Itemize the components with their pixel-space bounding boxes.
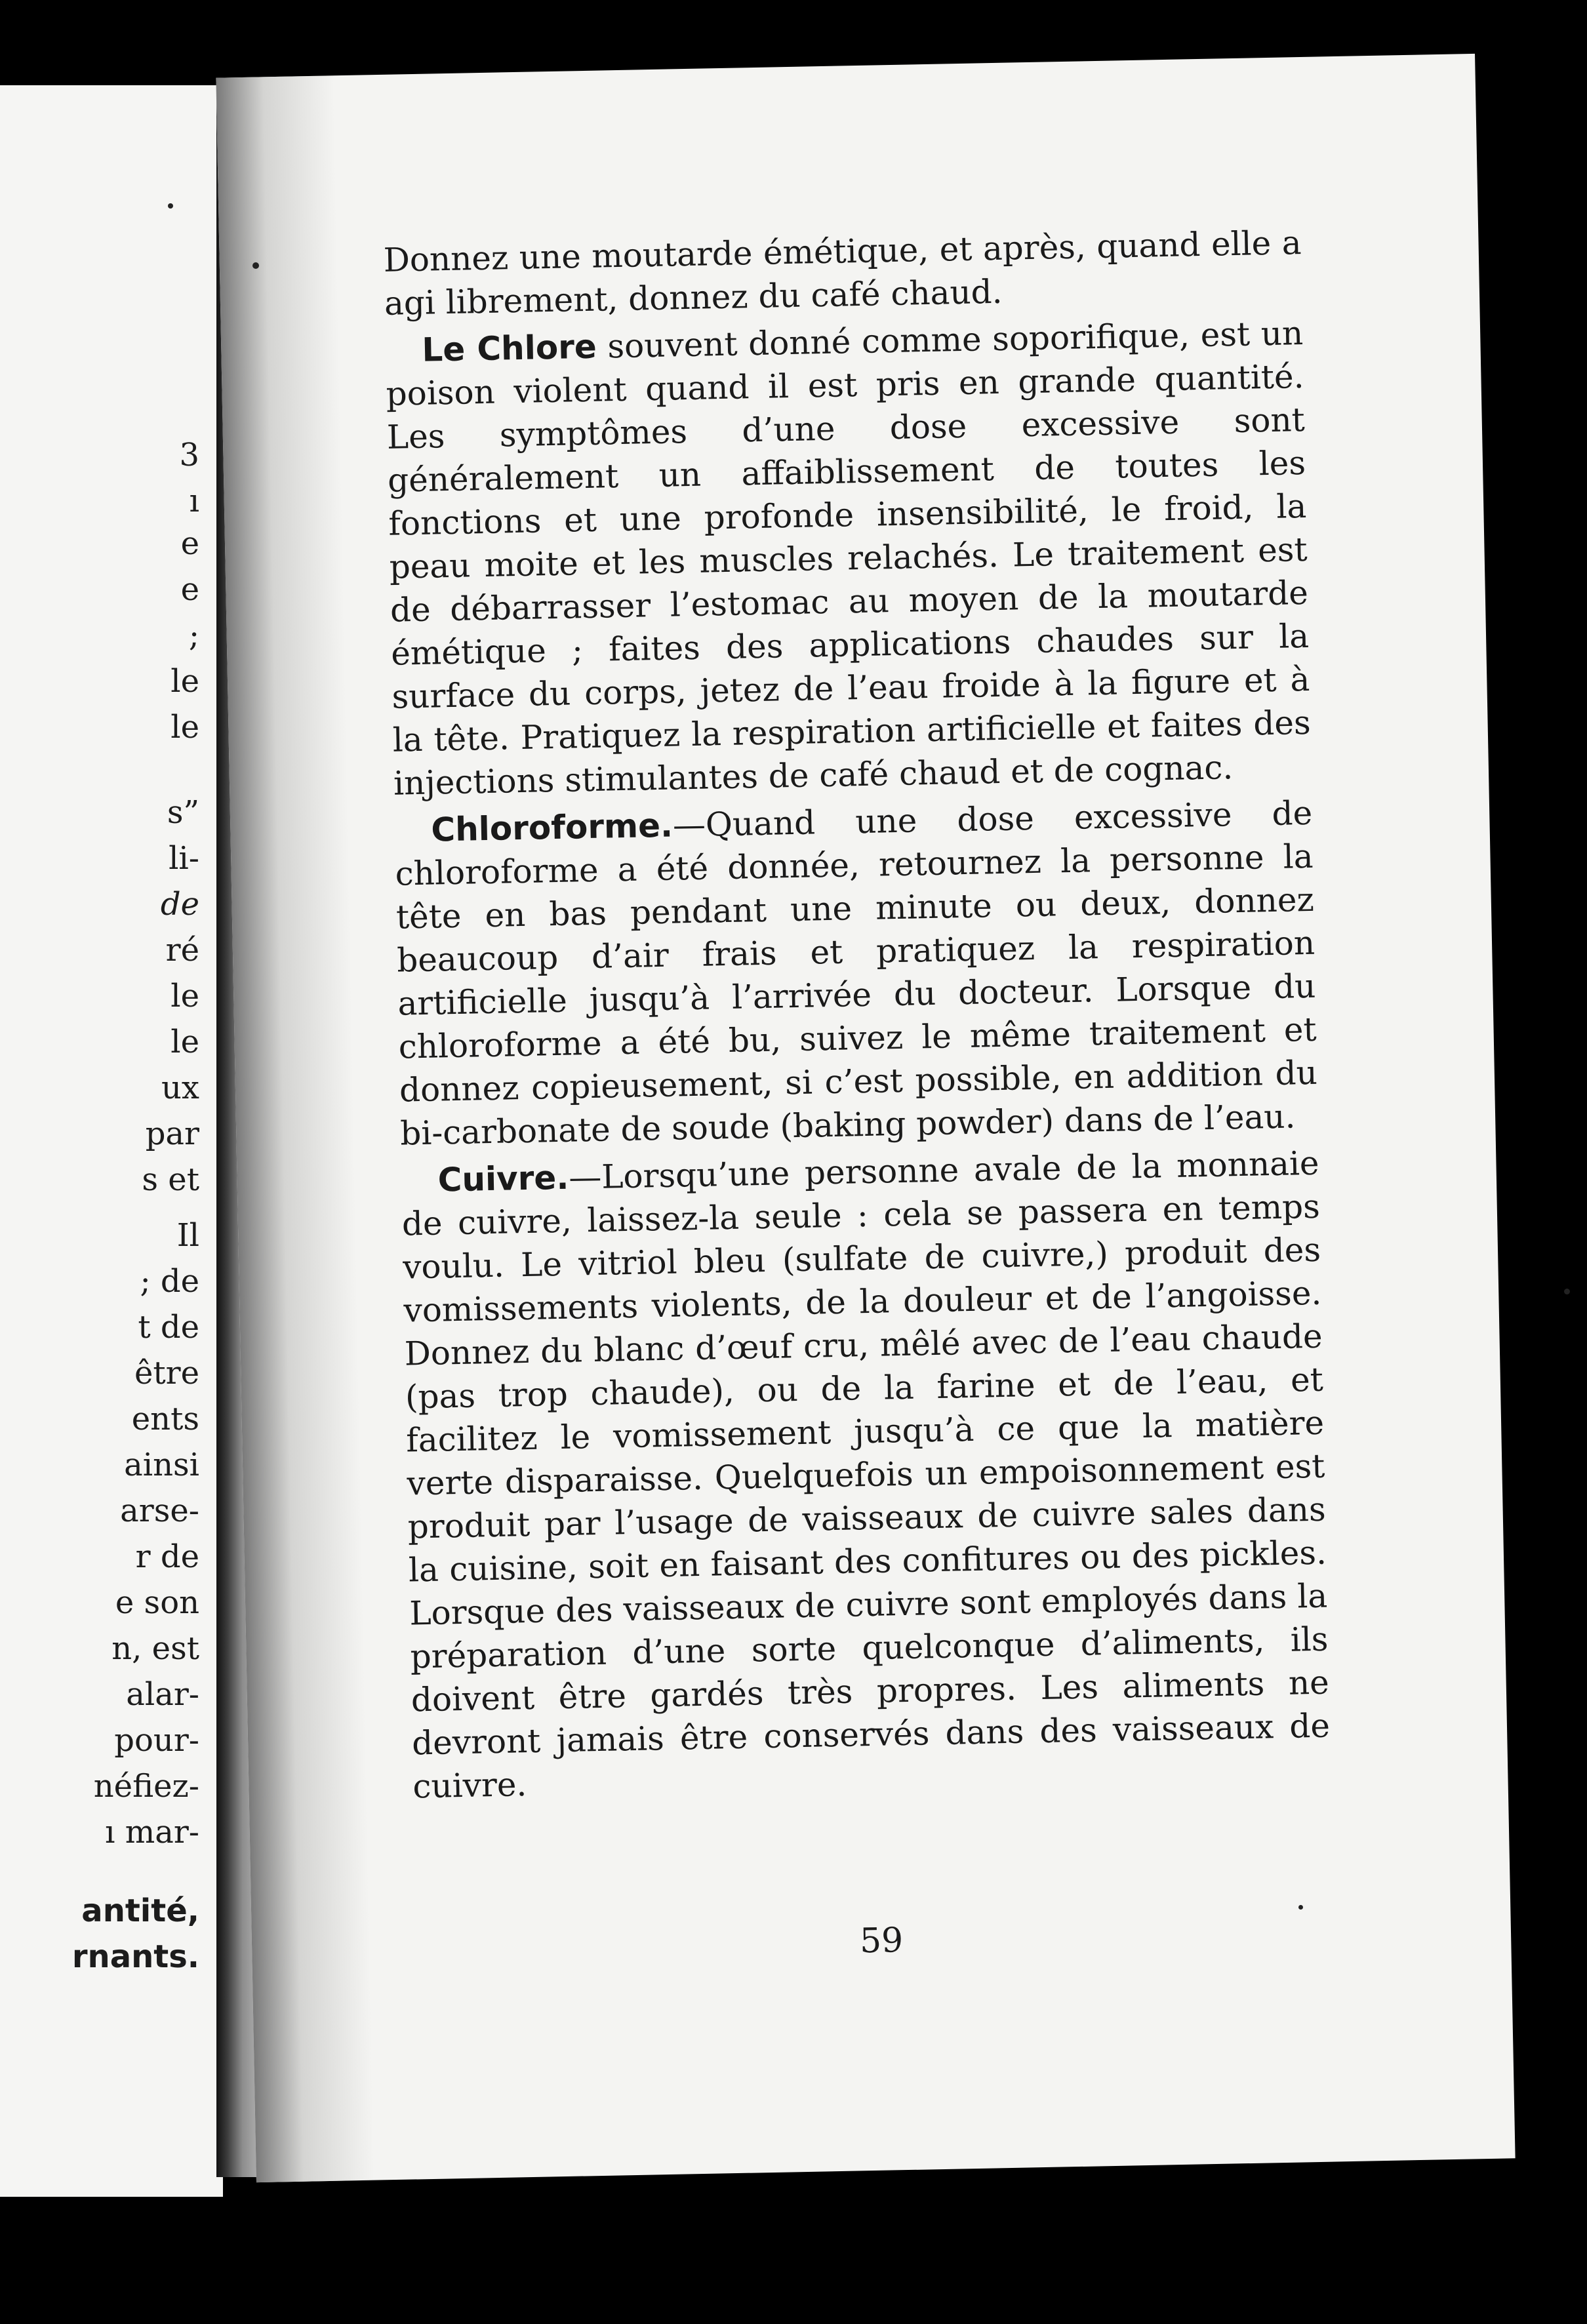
left-page-line-fragment: e son xyxy=(115,1584,199,1621)
left-page-line-fragment: e xyxy=(180,571,199,608)
scan-speck xyxy=(252,262,259,269)
left-page-line-fragment: t de xyxy=(138,1309,199,1346)
left-page-line-fragment: ents xyxy=(131,1401,199,1437)
left-page-line-fragment: ı xyxy=(189,483,199,519)
left-page-line-fragment: arse- xyxy=(120,1493,199,1529)
left-page-line-fragment: le xyxy=(171,663,199,700)
left-page-line-fragment: 3 xyxy=(179,437,199,473)
left-page-line-fragment: ı mar- xyxy=(105,1814,199,1851)
previous-page xyxy=(0,85,223,2197)
left-page-line-fragment: le xyxy=(171,709,199,746)
current-page xyxy=(216,54,1515,2182)
scan-speck xyxy=(168,203,173,209)
left-page-line-fragment: e xyxy=(180,525,199,562)
heading-cuivre: Cuivre. xyxy=(437,1158,569,1199)
heading-chlore: Le Chlore xyxy=(421,327,597,369)
left-page-line-fragment: r de xyxy=(135,1538,199,1575)
left-page-line-fragment: ux xyxy=(161,1070,199,1106)
paragraph-chlore: Le Chlore souvent donné comme soporifique, est un poison violent quand il est pris en grande quantité. Les symptômes d’une dose excessive sont généralement un affaiblissement de toutes les fonctions et une profonde insensibilité, le froid, la peau moite et les muscles relachés. Le traitement est de débarrasser l’estomac au moyen de la moutarde émétique ; faites des applications chaudes sur la surface du corps, jetez de l’eau froide à la figure et à la tête. Pratiquez la respiration artificielle et faites des injections stimulantes de café chaud et de cognac. xyxy=(386,313,1312,803)
left-page-line-fragment: le xyxy=(171,1024,199,1060)
left-page-line-fragment: ; xyxy=(188,617,199,654)
scan-speck xyxy=(1298,1905,1303,1910)
left-page-line-fragment: rnants. xyxy=(71,1938,199,1975)
left-page-line-fragment: par xyxy=(145,1115,199,1152)
left-page-line-fragment: antité, xyxy=(81,1893,199,1929)
left-page-line-fragment: s” xyxy=(167,794,199,831)
paragraph-moutarde: Donnez une moutarde émétique, et après, quand elle a agi librement, donnez du café chaud. xyxy=(383,224,1302,323)
left-page-line-fragment: ; de xyxy=(140,1263,199,1300)
paragraph-cuivre: Cuivre.—Lorsqu’une personne avale de la monnaie de cuivre, laissez-la seule : cela se passera en temps voulu. Le vitriol bleu (sulfate de cuivre,) produit des vomissements violents, de la douleur et de l’angoisse. Donnez du blanc d’œuf cru, mêlé avec de l’eau chaude (pas trop chaude), ou de la farine et de l’eau, et facilitez le vomissement jusqu’à ce que la matière verte disparaisse. Quelquefois un empoisonnement est produit par l’usage de vaisseaux de cuivre sales dans la cuisine, soit en faisant des confitures ou des pickles. Lorsque des vaisseaux de cuivre sont employés dans la préparation d’une sorte quelconque d’aliments, ils doivent être gardés très propres. Les aliments ne devront jamais être conservés dans des vaisseaux de cuivre. xyxy=(401,1144,1331,1806)
page-body xyxy=(383,221,1331,1812)
left-page-line-fragment: li- xyxy=(169,840,199,877)
left-page-line-fragment: pour- xyxy=(114,1722,199,1759)
previous-page-line-endings xyxy=(0,85,223,2197)
left-page-line-fragment: alar- xyxy=(126,1676,199,1713)
left-page-line-fragment: n, est xyxy=(111,1630,199,1667)
left-page-line-fragment: néfiez- xyxy=(93,1768,199,1805)
heading-chloroforme: Chloroforme. xyxy=(430,806,673,849)
scan-speck xyxy=(1564,1289,1570,1294)
paragraph-chloroforme: Chloroforme.—Quand une dose excessive de chloroforme a été donnée, retournez la personne la tête en bas pendant une minute ou deux, donnez beaucoup d’air frais et pratiquez la respiration artificielle jusqu’à l’arrivée du docteur. Lorsque du chloroforme a été bu, suivez le même traitement et donnez copieusement, si c’est possible, en addition du bi-carbonate de soude (baking powder) dans de l’eau. xyxy=(395,793,1318,1153)
left-page-line-fragment: s et xyxy=(142,1161,199,1198)
left-page-line-fragment: être xyxy=(134,1355,199,1392)
left-page-line-fragment: ré xyxy=(165,932,199,969)
left-page-line-fragment: Il xyxy=(176,1217,199,1254)
left-page-line-fragment: de xyxy=(160,886,199,923)
left-page-line-fragment: ainsi xyxy=(124,1447,199,1483)
left-page-line-fragment: le xyxy=(171,978,199,1014)
page-number: 59 xyxy=(859,1921,904,1961)
